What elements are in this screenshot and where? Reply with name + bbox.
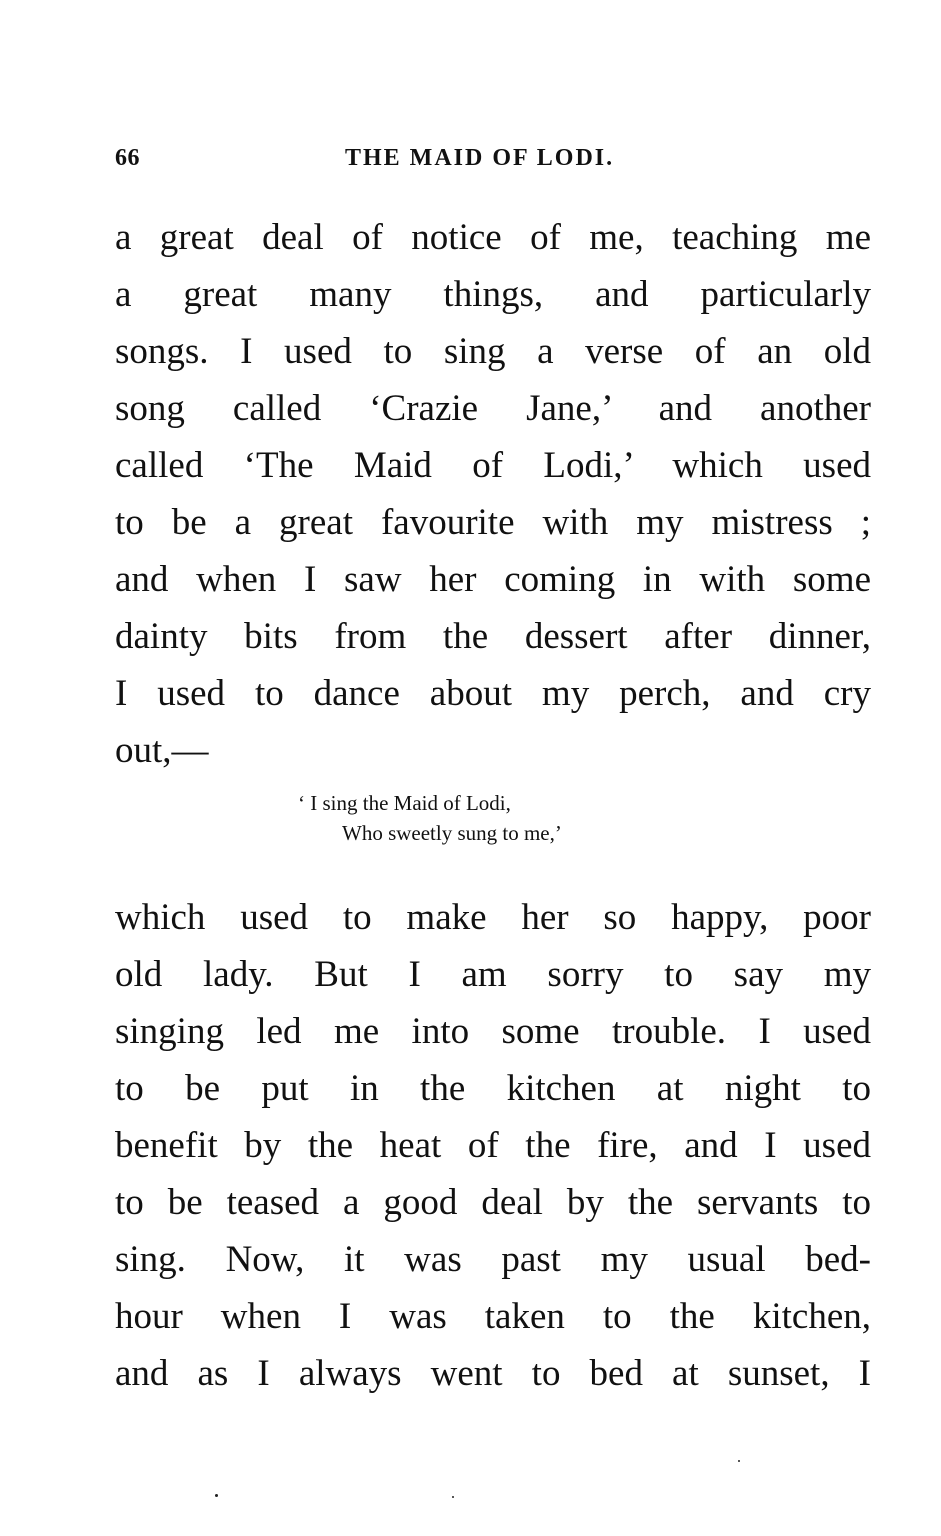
page-header <box>115 145 871 181</box>
text-line: old lady. But I am sorry to say my <box>115 954 871 995</box>
verse-line: ‘ I sing the Maid of Lodi, <box>298 791 511 815</box>
text-line: and as I always went to bed at sunset, I <box>115 1353 871 1394</box>
text-line: sing. Now, it was past my usual bed- <box>115 1239 871 1280</box>
text-line: out,— <box>115 730 209 771</box>
text-line: called ‘The Maid of Lodi,’ which used <box>115 445 871 486</box>
print-speck <box>215 1494 218 1497</box>
text-line: hour when I was taken to the kitchen, <box>115 1296 871 1337</box>
verse-line: Who sweetly sung to me,’ <box>342 821 562 845</box>
running-title: THE MAID OF LODI. <box>345 145 615 171</box>
text-line: to be a great favourite with my mistress ; <box>115 502 871 543</box>
text-line: songs. I used to sing a verse of an old <box>115 331 871 372</box>
text-line: and when I saw her coming in with some <box>115 559 871 600</box>
text-line: benefit by the heat of the fire, and I used <box>115 1125 871 1166</box>
text-line: a great deal of notice of me, teaching me <box>115 217 871 258</box>
text-line: singing led me into some trouble. I used <box>115 1011 871 1052</box>
text-line: I used to dance about my perch, and cry <box>115 673 871 714</box>
page-number: 66 <box>115 145 140 171</box>
text-line: dainty bits from the dessert after dinner, <box>115 616 871 657</box>
text-line: to be teased a good deal by the servants to <box>115 1182 871 1223</box>
text-line: to be put in the kitchen at night to <box>115 1068 871 1109</box>
text-line: a great many things, and particularly <box>115 274 871 315</box>
text-line: which used to make her so happy, poor <box>115 897 871 938</box>
print-speck <box>738 1460 740 1462</box>
text-line: song called ‘Crazie Jane,’ and another <box>115 388 871 429</box>
print-speck <box>452 1496 454 1498</box>
